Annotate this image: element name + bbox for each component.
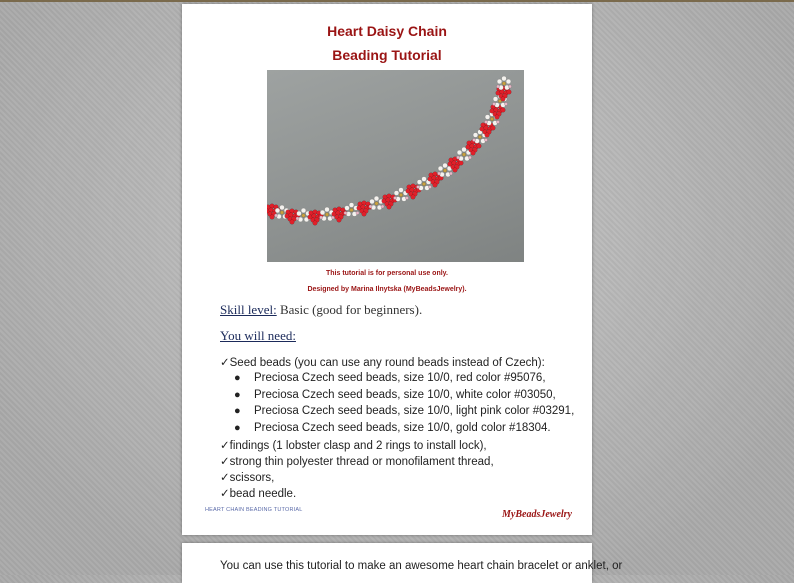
seed-bead [362, 212, 367, 217]
seed-bead [501, 97, 506, 102]
seed-bead [484, 120, 487, 123]
bullet-icon: ● [234, 405, 241, 417]
seed-bead [416, 185, 419, 188]
document-page-2 [182, 543, 623, 583]
seed-bead [496, 85, 499, 88]
seed-bead [508, 85, 511, 88]
seed-bead [325, 207, 330, 212]
seed-bead [492, 102, 495, 105]
seed-bead [485, 133, 490, 138]
seed-bead [313, 221, 318, 226]
seed-bead [399, 188, 404, 193]
seed-bead [453, 168, 458, 173]
seed-bead [280, 211, 284, 215]
seed-bead [485, 115, 490, 120]
seed-bead [302, 214, 306, 218]
seed-bead [472, 138, 475, 141]
seed-bead [484, 138, 487, 141]
seed-bead [437, 172, 440, 175]
doc-title-line1: Heart Daisy Chain [327, 23, 447, 39]
seed-bead [399, 193, 403, 197]
seed-bead [506, 79, 511, 84]
footer-brand: MyBeadsJewelry [502, 509, 572, 520]
seed-bead [270, 215, 275, 220]
seed-bead [491, 126, 496, 131]
seed-bead [502, 82, 506, 86]
seed-bead [370, 199, 375, 204]
seed-bead [473, 133, 478, 138]
designer-credit: Designed by Marina Ilnytska (MyBeadsJewelry). [307, 286, 467, 293]
list-item: ✓ findings (1 lobster clasp and 2 rings to install lock), [220, 438, 487, 452]
seed-bead [405, 196, 408, 199]
seed-bead [394, 191, 399, 196]
seed-bead [477, 144, 482, 149]
seed-bead [290, 220, 295, 225]
seed-bead [356, 211, 359, 214]
seed-bead [501, 108, 506, 113]
seed-bead [297, 211, 302, 216]
seed-bead [381, 205, 384, 208]
seed-bead [345, 206, 350, 211]
list-item: ✓ bead needle. [220, 486, 296, 500]
seed-bead [375, 202, 379, 206]
doc-title-line2: Beading Tutorial [332, 47, 442, 63]
you-will-need-label: You will need: [220, 328, 296, 343]
seed-bead [301, 208, 306, 213]
seed-bead [422, 177, 427, 182]
seed-bead [349, 203, 354, 208]
seed-bead [490, 117, 494, 121]
seed-bead [471, 151, 476, 156]
list-item: ✓ strong thin polyester thread or monofilament thread, [220, 454, 494, 468]
seed-bead [393, 196, 396, 199]
you-will-need-heading [220, 328, 296, 344]
seed-bead [497, 79, 502, 84]
personal-use-note: This tutorial is for personal use only. [325, 270, 448, 277]
list-item: ✓ scissors, [220, 470, 274, 484]
seed-bead [493, 97, 498, 102]
seed-bead [456, 156, 459, 159]
seed-bead [374, 196, 379, 201]
bullet-icon: ● [234, 372, 241, 384]
seed-bead [320, 210, 325, 215]
seed-bead [468, 156, 471, 159]
seed-bead [280, 205, 285, 210]
seed-bead [296, 217, 299, 220]
seed-bead [507, 90, 512, 95]
seed-bead [428, 185, 431, 188]
bead-chain-illustration [267, 70, 524, 262]
seed-bead [495, 115, 500, 120]
bullet-icon: ● [234, 389, 241, 401]
seed-bead [459, 161, 464, 166]
beadwork-photo [267, 70, 524, 262]
seed-bead [344, 211, 347, 214]
seed-bead [422, 182, 426, 186]
skill-level-label: Skill level: [220, 302, 277, 317]
seed-bead [433, 183, 438, 188]
bullet-icon: ● [234, 422, 241, 434]
footer-doc-name: HEART CHAIN BEADING TUTORIAL [205, 507, 303, 513]
window-top-edge [0, 0, 794, 2]
document-page-1: Heart Daisy Chain Beading Tutorial This tutorial is for personal use only. Designed by Marina Ilnytska (MyBeadsJewelry). Skill level: Basic (good for beginners). You will need: ✓ Seed beads (you can use any round beads instead of Czech): ● Preciosa Czech seed beads, size 10/0, red color #95076, ● Preciosa Czech seed beads, size 10/0, white color #03050, ● Preciosa Czech seed beads, size 10/0, light pink color #03291, ● Preciosa Czech seed beads, size 10/0, gold color #18304. ✓ findings (1 lobster clasp and 2 rings to install lock), ✓ strong thin polyester thread or monofilament thread, ✓ scissors, ✓ bead needle. HEART CHAIN BEADING TUTORIAL MyBeadsJewelry [182, 4, 592, 535]
list-item: ✓ Seed beads (you can use any round beads instead of Czech): [220, 355, 545, 369]
seed-bead [369, 205, 372, 208]
seed-bead [504, 102, 507, 105]
skill-level-value: Basic (good for beginners). [276, 302, 423, 317]
seed-bead [325, 213, 329, 217]
page2-intro-text: You can use this tutorial to make an awesome heart chain bracelet or anklet, or [220, 560, 623, 572]
skill-level-line [220, 302, 422, 318]
seed-bead [443, 163, 448, 168]
seed-bead [462, 153, 466, 157]
seed-bead [417, 180, 422, 185]
seed-bead [502, 76, 507, 81]
seed-bead [319, 216, 322, 219]
seed-bead [449, 172, 452, 175]
seed-bead [478, 135, 482, 139]
seed-bead [350, 208, 354, 212]
seed-bead [387, 205, 392, 210]
seed-bead [411, 195, 416, 200]
seed-bead [457, 150, 462, 155]
seed-bead [275, 208, 280, 213]
seed-bead [337, 218, 342, 223]
seed-bead [274, 214, 277, 217]
seed-bead [438, 166, 443, 171]
seed-bead [443, 169, 447, 173]
seed-bead [496, 120, 499, 123]
